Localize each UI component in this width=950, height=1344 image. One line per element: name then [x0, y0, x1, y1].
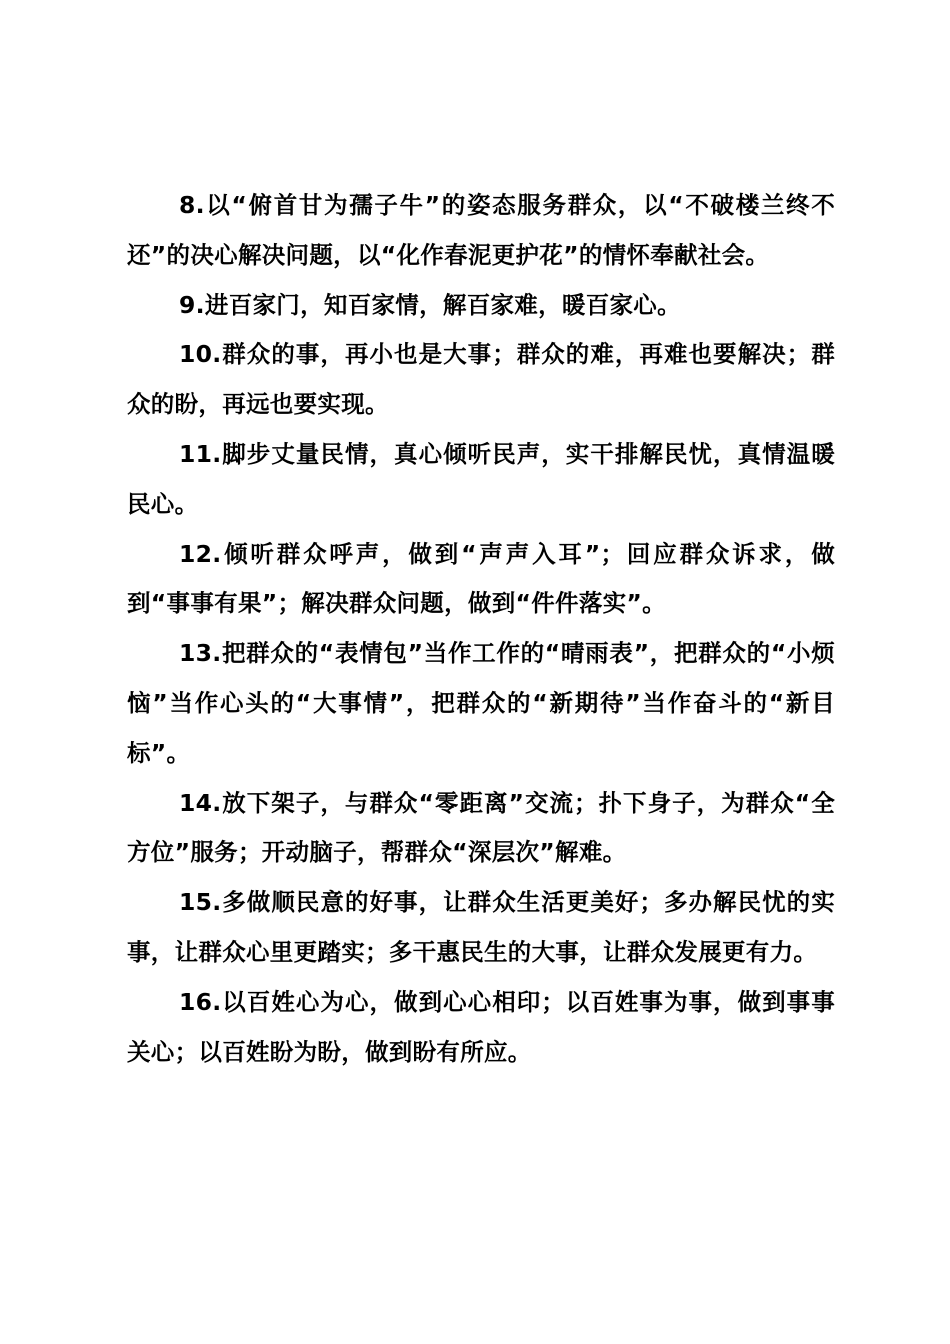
item-text: 以“俯首甘为孺子牛”的姿态服务群众，以“不破楼兰终不还”的决心解决问题，以“化作春泥更护花”的情怀奉献社会。: [127, 191, 835, 269]
item-text: 群众的事，再小也是大事；群众的难，再难也要解决；群众的盼，再远也要实现。: [127, 340, 835, 419]
list-item-12: [127, 530, 835, 630]
list-item-13: [127, 629, 835, 778]
item-number: 12.: [179, 539, 222, 568]
item-number: 8.: [179, 191, 205, 219]
document-body: [127, 181, 835, 1077]
list-item-14: [127, 779, 835, 879]
item-text: 以百姓心为心，做到心心相印；以百姓事为事，做到事事关心；以百姓盼为盼，做到盼有所应。: [127, 987, 835, 1066]
list-item-9: [127, 281, 835, 331]
item-text: 把群众的“表情包”当作工作的“晴雨表”，把群众的“小烦恼”当作心头的“大事情”，把群众的“新期待”当作奋斗的“新目标”。: [127, 639, 835, 767]
item-text: 多做顺民意的好事，让群众生活更美好；多办解民忧的实事，让群众心里更踏实；多干惠民生的大事，让群众发展更有力。: [127, 888, 835, 966]
list-item-10: [127, 330, 835, 430]
item-number: 15.: [179, 888, 222, 917]
item-number: 10.: [179, 340, 222, 369]
list-item-15: [127, 878, 835, 978]
item-text: 倾听群众呼声，做到“声声入耳”；回应群众诉求，做到“事事有果”；解决群众问题，做到“件件落实”。: [127, 539, 835, 618]
item-text: 脚步丈量民情，真心倾听民声，实干排解民忧，真情温暖民心。: [127, 439, 835, 518]
item-number: 9.: [179, 290, 205, 319]
item-text: 进百家门，知百家情，解百家难，暖百家心。: [204, 290, 681, 319]
item-text: 放下架子，与群众“零距离”交流；扑下身子，为群众“全方位”服务；开动脑子，帮群众“深层次”解难。: [127, 788, 835, 867]
item-number: 13.: [179, 639, 222, 668]
list-item-16: [127, 978, 835, 1078]
item-number: 11.: [179, 439, 222, 468]
list-item-11: [127, 430, 835, 530]
list-item-8: [127, 181, 835, 281]
item-number: 16.: [179, 987, 222, 1016]
item-number: 14.: [179, 788, 222, 817]
